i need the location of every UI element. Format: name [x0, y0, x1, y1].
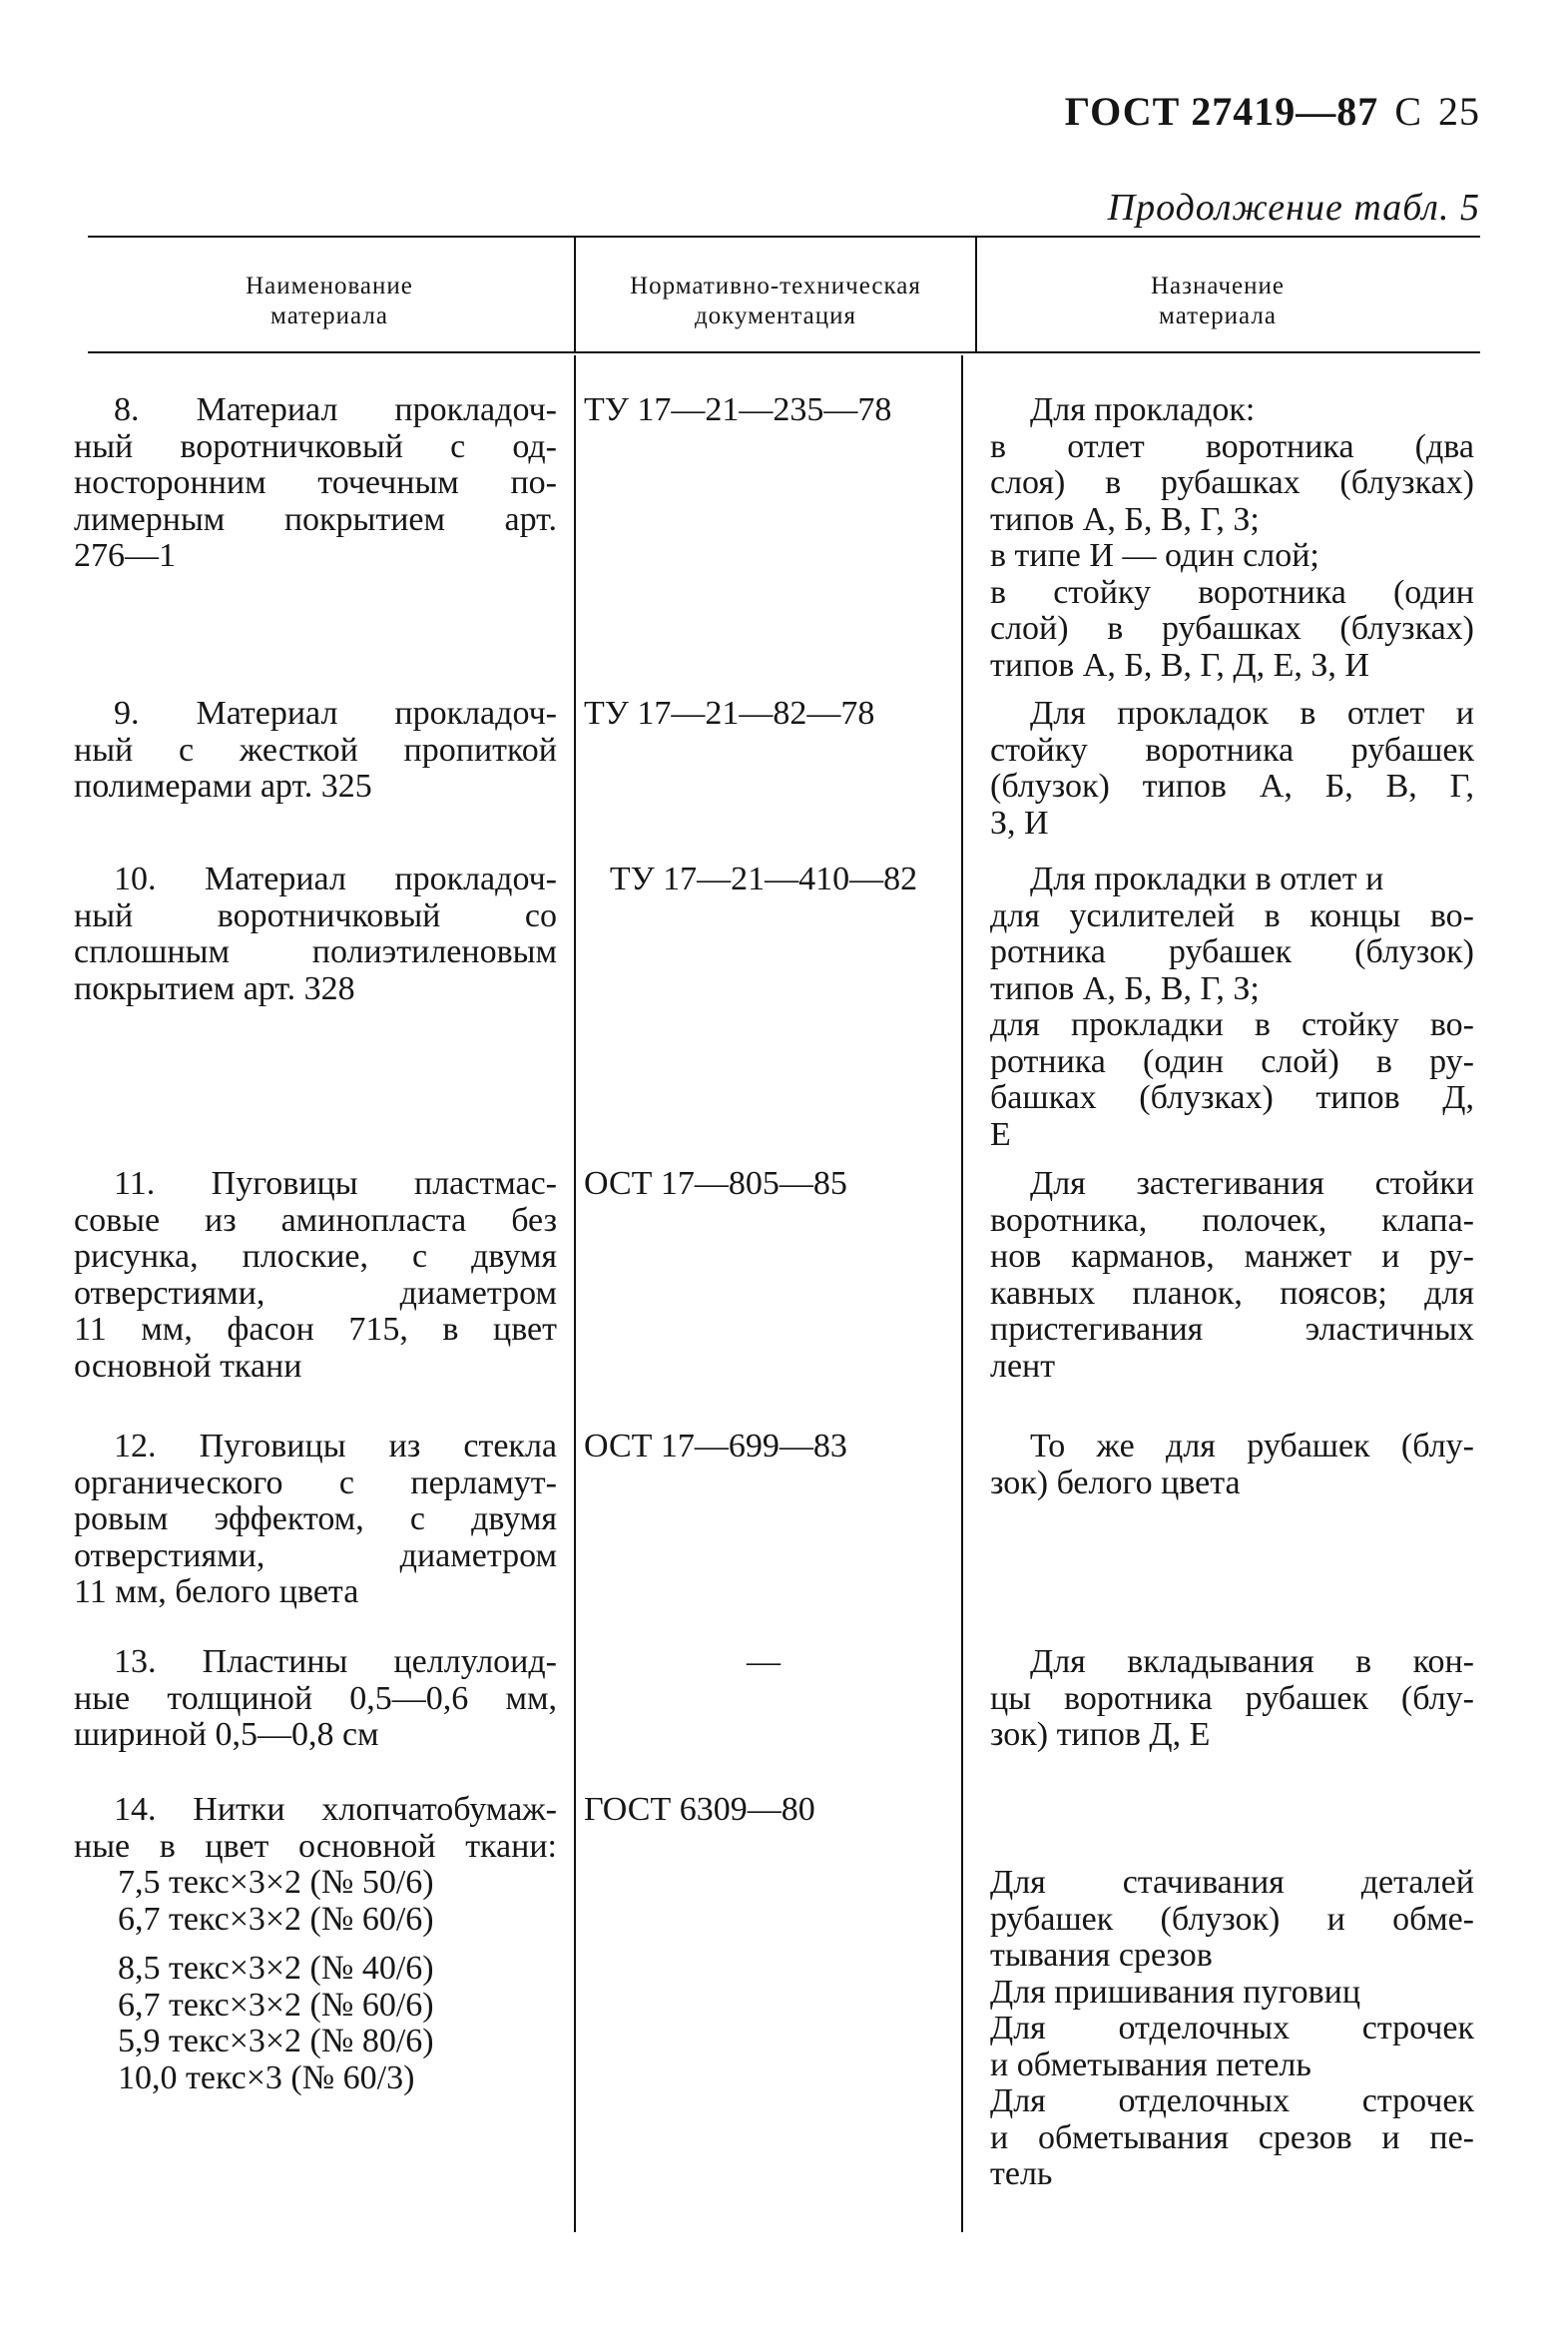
name-line: 8. Материал прокладоч- [114, 391, 557, 428]
purpose-line: тывания срезов [990, 1937, 1213, 1974]
purpose-line: для прокладки в стойку во- [990, 1006, 1474, 1043]
purpose-line: (блузок) типов А, Б, В, Г, [990, 768, 1474, 805]
spacer [990, 1792, 1474, 1829]
purpose-line: цы воротника рубашек (блу- [990, 1679, 1474, 1717]
column-divider-2 [961, 355, 963, 2232]
purpose-line: лент [990, 1347, 1056, 1385]
purpose-line: рубашек (блузок) и обме- [990, 1900, 1474, 1938]
table-continuation-label: Продолжение табл. 5 [1107, 187, 1480, 229]
page-header [1065, 88, 1480, 135]
name-line: 14. Нитки хлопчатобумаж- [114, 1791, 557, 1828]
purpose-line: в типе И — один слой; [990, 537, 1319, 574]
name-line: 11 мм, белого цвета [74, 1573, 359, 1610]
purpose-line: для усилителей в концы во- [990, 896, 1474, 934]
name-line: 8,5 текс×3×2 (№ 40/6) [118, 1950, 434, 1987]
column-header-purpose: Назначение материала [1150, 273, 1286, 329]
purpose-line: Для вкладывания в кон- [1030, 1643, 1474, 1680]
header-divider-1 [574, 236, 576, 351]
column-header-name: Наименование материала [246, 273, 413, 329]
row-10-documentation: ТУ 17—21—410—82 [609, 861, 918, 897]
purpose-line: слоя) в рубашках (блузках) [990, 464, 1474, 501]
page-prefix: С [1394, 89, 1422, 134]
row-12-purpose [990, 1429, 1474, 1501]
row-13-name [74, 1644, 557, 1754]
row-9-name [74, 696, 557, 806]
spacer [990, 1829, 1474, 1866]
row-12-name [74, 1429, 557, 1611]
name-line: 11. Пуговицы пластмас- [114, 1165, 557, 1202]
name-line: совые из аминопласта без [74, 1201, 557, 1239]
row-12-documentation: ОСТ 17—699—83 [584, 1428, 847, 1464]
purpose-line: башках (блузках) типов Д, [990, 1079, 1474, 1116]
name-line: полимерами арт. 325 [74, 768, 372, 805]
name-line: носторонним точечным по- [74, 464, 557, 501]
purpose-line: пристегивания эластичных [990, 1311, 1474, 1348]
name-line: 11 мм, фасон 715, в цвет [74, 1311, 557, 1348]
row-9-purpose [990, 696, 1474, 842]
row-11-purpose [990, 1166, 1474, 1385]
header-divider-2 [975, 236, 977, 351]
name-line: 276—1 [74, 537, 176, 574]
purpose-line: Для прокладок: [1030, 391, 1256, 428]
row-14-documentation: ГОСТ 6309—80 [584, 1791, 815, 1828]
name-line: ный воротничковый с од- [74, 427, 557, 465]
name-line: ный с жесткой пропиткой [74, 731, 557, 769]
row-13-purpose [990, 1644, 1474, 1754]
name-line: 7,5 текс×3×2 (№ 50/6) [118, 1864, 434, 1901]
name-line: ные в цвет основной ткани: [74, 1827, 557, 1865]
purpose-line: зок) белого цвета [990, 1463, 1241, 1501]
purpose-line: и обметывания петель [990, 2045, 1311, 2083]
purpose-line: в отлет воротника (два [990, 427, 1474, 465]
name-line: лимерным покрытием арт. [74, 500, 557, 538]
purpose-line: нов карманов, манжет и ру- [990, 1238, 1474, 1275]
row-11-name [74, 1166, 557, 1385]
header-bottom-rule [88, 351, 1480, 353]
name-line: ный воротничковый со [74, 896, 557, 934]
name-line: 6,7 текс×3×2 (№ 60/6) [118, 1900, 434, 1938]
name-line: рисунка, плоские, с двумя [74, 1238, 557, 1275]
purpose-line: типов А, Б, В, Г, З; [990, 969, 1260, 1007]
purpose-line: зок) типов Д, Е [990, 1716, 1211, 1753]
name-line: шириной 0,5—0,8 см [74, 1716, 379, 1753]
purpose-line: Для застегивания стойки [1030, 1165, 1474, 1202]
purpose-line: и обметывания срезов и пе- [990, 2118, 1474, 2156]
name-line: покрытием арт. 328 [74, 969, 355, 1007]
row-13-documentation: — [747, 1643, 781, 1680]
name-line: отверстиями, диаметром [74, 1536, 557, 1574]
purpose-line: З, И [990, 804, 1049, 842]
name-line: отверстиями, диаметром [74, 1274, 557, 1312]
name-line: 10,0 текс×3 (№ 60/3) [118, 2058, 415, 2096]
purpose-line: слой) в рубашках (блузках) [990, 610, 1474, 647]
row-8-purpose [990, 392, 1474, 684]
name-line: 13. Пластины целлулоид- [114, 1643, 557, 1680]
name-line: ные толщиной 0,5—0,6 мм, [74, 1679, 557, 1717]
purpose-line: типов А, Б, В, Г, З; [990, 500, 1260, 538]
purpose-line: Е [990, 1115, 1011, 1153]
purpose-line: Для стачивания деталей [990, 1864, 1474, 1901]
column-divider-1 [574, 355, 576, 2232]
document-id: ГОСТ 27419—87 [1064, 89, 1379, 134]
purpose-line: ротника рубашек (блузок) [990, 933, 1474, 970]
purpose-line: стойку воротника рубашек [990, 731, 1474, 769]
purpose-line: ротника (один слой) в ру- [990, 1042, 1474, 1080]
purpose-line: То же для рубашек (блу- [1030, 1428, 1474, 1464]
row-10-name [74, 862, 557, 1007]
purpose-line: кавных планок, поясов; для [990, 1274, 1474, 1312]
row-14-purpose [990, 1792, 1474, 2193]
name-line: 6,7 текс×3×2 (№ 60/6) [118, 1986, 434, 2024]
purpose-line: в стойку воротника (один [990, 573, 1474, 611]
name-line: сплошным полиэтиленовым [74, 933, 557, 970]
purpose-line: типов А, Б, В, Г, Д, Е, З, И [990, 646, 1369, 684]
name-line: органического с перламут- [74, 1463, 557, 1501]
purpose-line: Для отделочных строчек [990, 2010, 1474, 2046]
row-8-documentation: ТУ 17—21—235—78 [584, 391, 892, 428]
name-line: ровым эффектом, с двумя [74, 1500, 557, 1537]
name-line: 10. Материал прокладоч- [114, 861, 557, 897]
name-line: 12. Пуговицы из стекла [114, 1428, 557, 1464]
row-14-name [74, 1792, 557, 2096]
name-line: 9. Материал прокладоч- [114, 695, 557, 732]
purpose-line: воротника, полочек, клапа- [990, 1201, 1474, 1239]
purpose-line: Для пришивания пуговиц [990, 1973, 1361, 2011]
purpose-line: тель [990, 2155, 1053, 2192]
purpose-line: Для прокладки в отлет и [1030, 861, 1384, 897]
column-header-documentation: Нормативно-техническая документация [630, 273, 921, 329]
row-8-name [74, 392, 557, 575]
name-line: основной ткани [74, 1347, 302, 1385]
purpose-line: Для прокладок в отлет и [1030, 695, 1474, 732]
purpose-line: Для отделочных строчек [990, 2082, 1474, 2119]
row-11-documentation: ОСТ 17—805—85 [584, 1165, 847, 1202]
row-10-purpose [990, 862, 1474, 1153]
name-line: 5,9 текс×3×2 (№ 80/6) [118, 2023, 434, 2059]
page-number: 25 [1438, 89, 1480, 134]
table-top-rule [88, 236, 1480, 238]
row-9-documentation: ТУ 17—21—82—78 [584, 695, 875, 732]
